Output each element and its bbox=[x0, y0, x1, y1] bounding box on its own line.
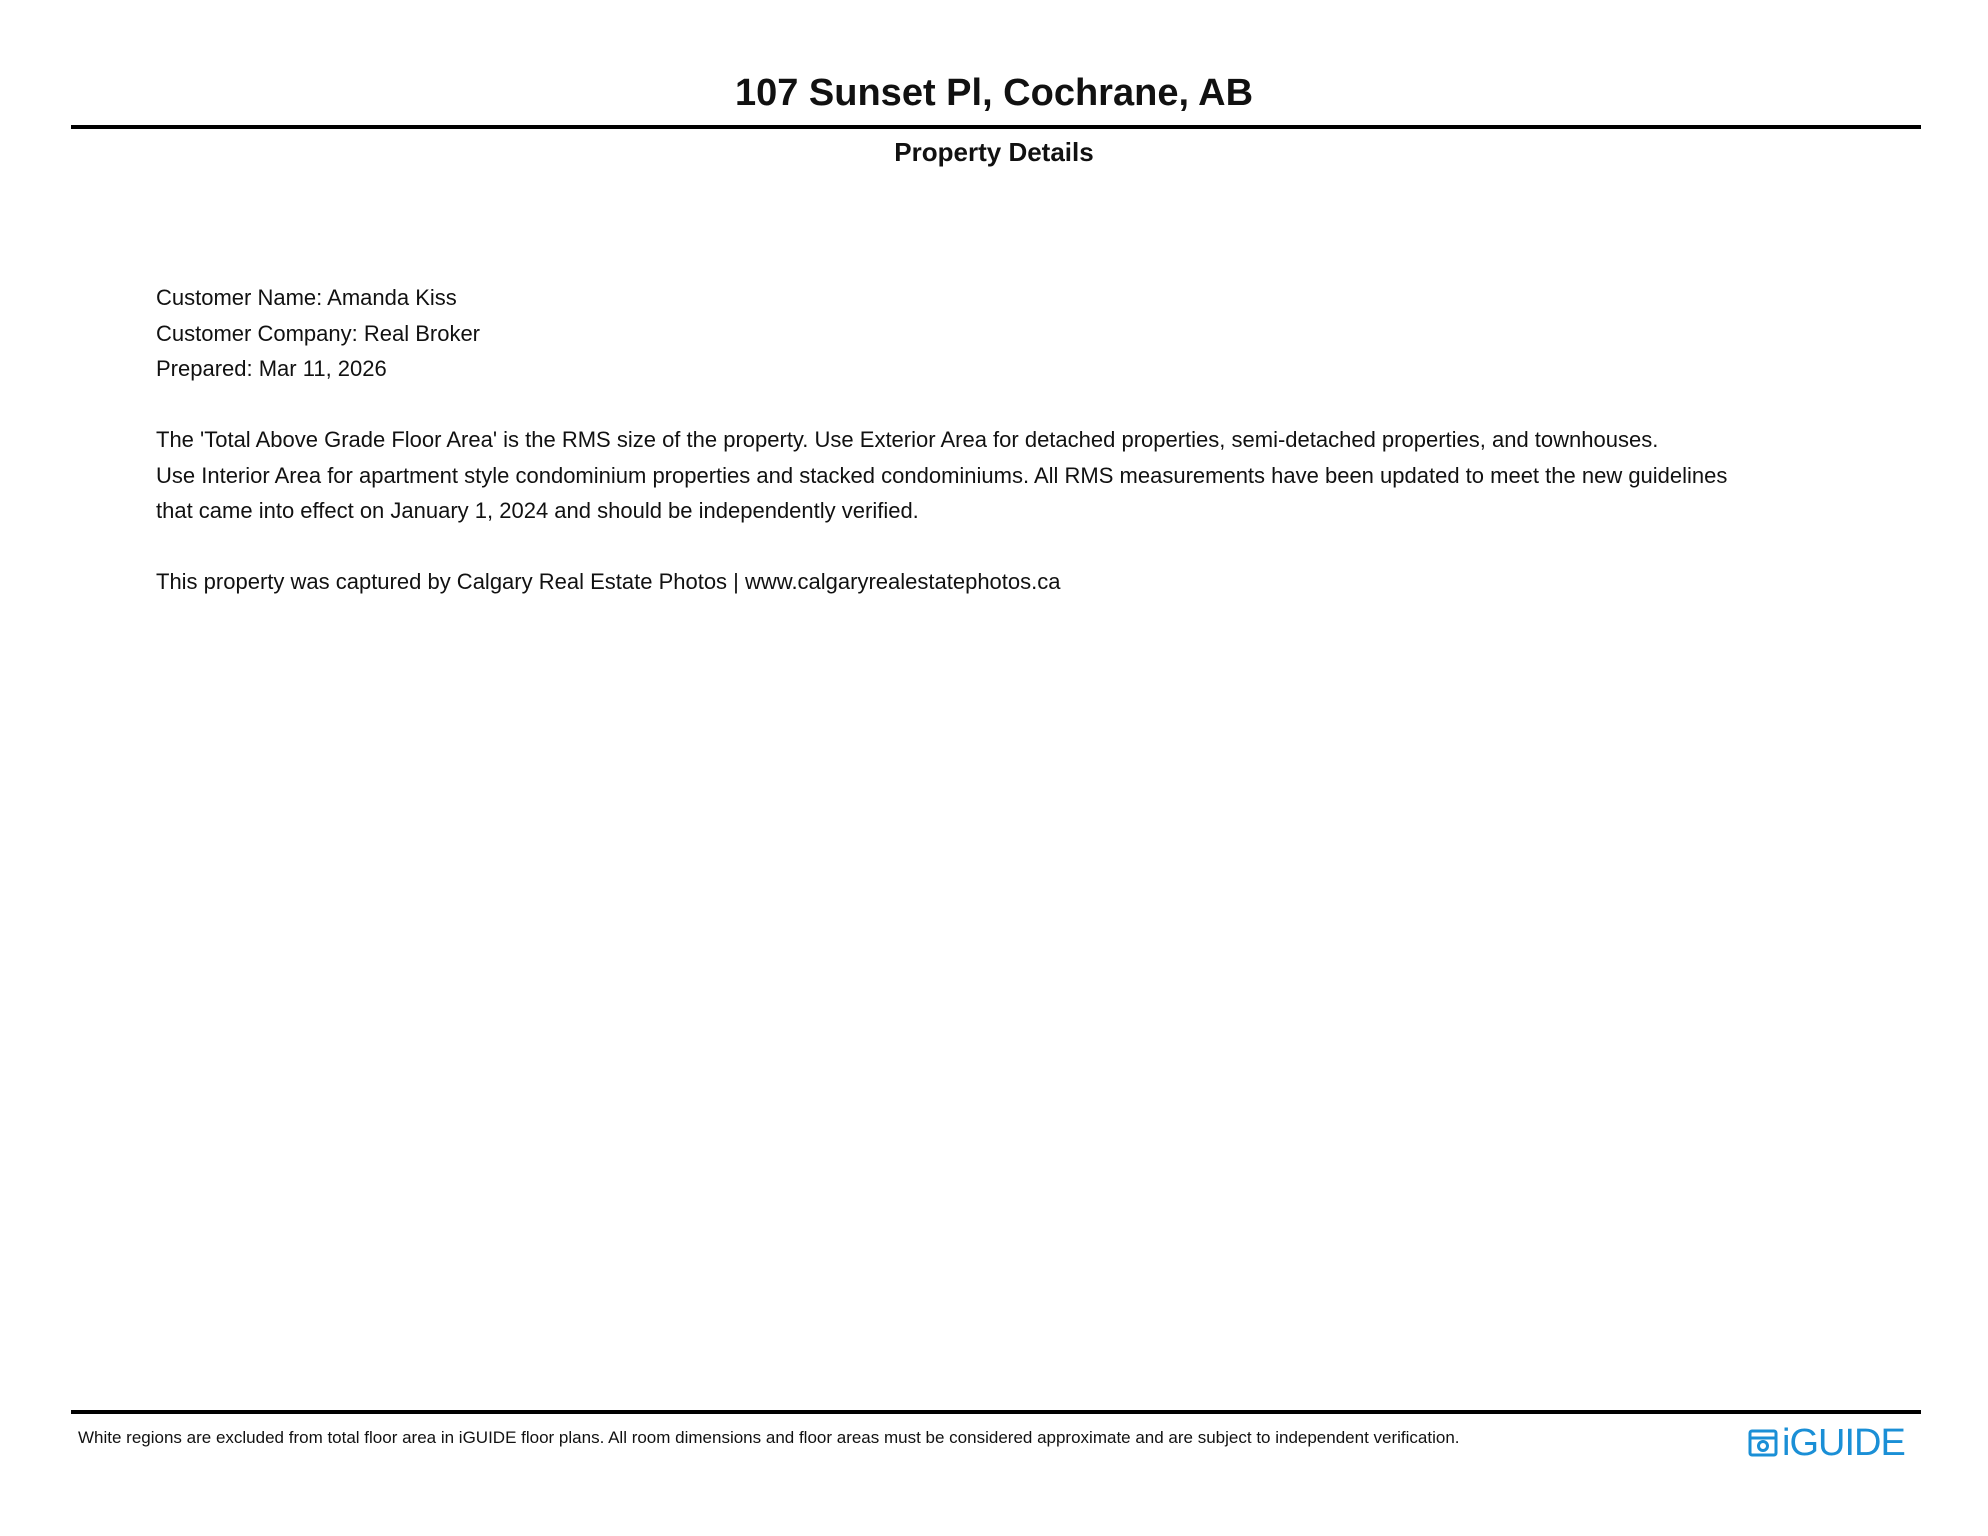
iguide-logo bbox=[1748, 1423, 1905, 1463]
camera-box-icon bbox=[1748, 1428, 1778, 1458]
spacer bbox=[156, 529, 1856, 565]
logo-text: iGUIDE bbox=[1782, 1422, 1905, 1464]
footer-divider bbox=[71, 1410, 1921, 1414]
customer-company: Customer Company: Real Broker bbox=[156, 320, 481, 346]
property-details bbox=[156, 280, 1856, 600]
header-divider bbox=[71, 125, 1921, 129]
prepared-date: Prepared: Mar 11, 2026 bbox=[156, 356, 387, 381]
rms-note-line-3: that came into effect on January 1, 2024 and should be independently verified. bbox=[156, 498, 919, 523]
spacer bbox=[156, 387, 1856, 423]
rms-note-line-2: Use Interior Area for apartment style condominium properties and stacked condominiums. All RMS measurements have been updated to meet the new guidelines bbox=[156, 462, 1728, 488]
page-title: 107 Sunset Pl, Cochrane, AB bbox=[734, 72, 1254, 114]
footer-disclaimer: White regions are excluded from total floor area in iGUIDE floor plans. All room dimensions and floor areas must be considered approximate and are subject to independent verification. bbox=[78, 1428, 1460, 1447]
captured-by: This property was captured by Calgary Real Estate Photos | www.calgaryrealestatephotos.ca bbox=[156, 569, 1061, 594]
rms-note-line-1: The 'Total Above Grade Floor Area' is the RMS size of the property. Use Exterior Area for detached properties, semi-detached properties, and townhouses. bbox=[156, 427, 1659, 452]
page-subtitle: Property Details bbox=[894, 137, 1094, 167]
customer-name: Customer Name: Amanda Kiss bbox=[156, 285, 457, 310]
